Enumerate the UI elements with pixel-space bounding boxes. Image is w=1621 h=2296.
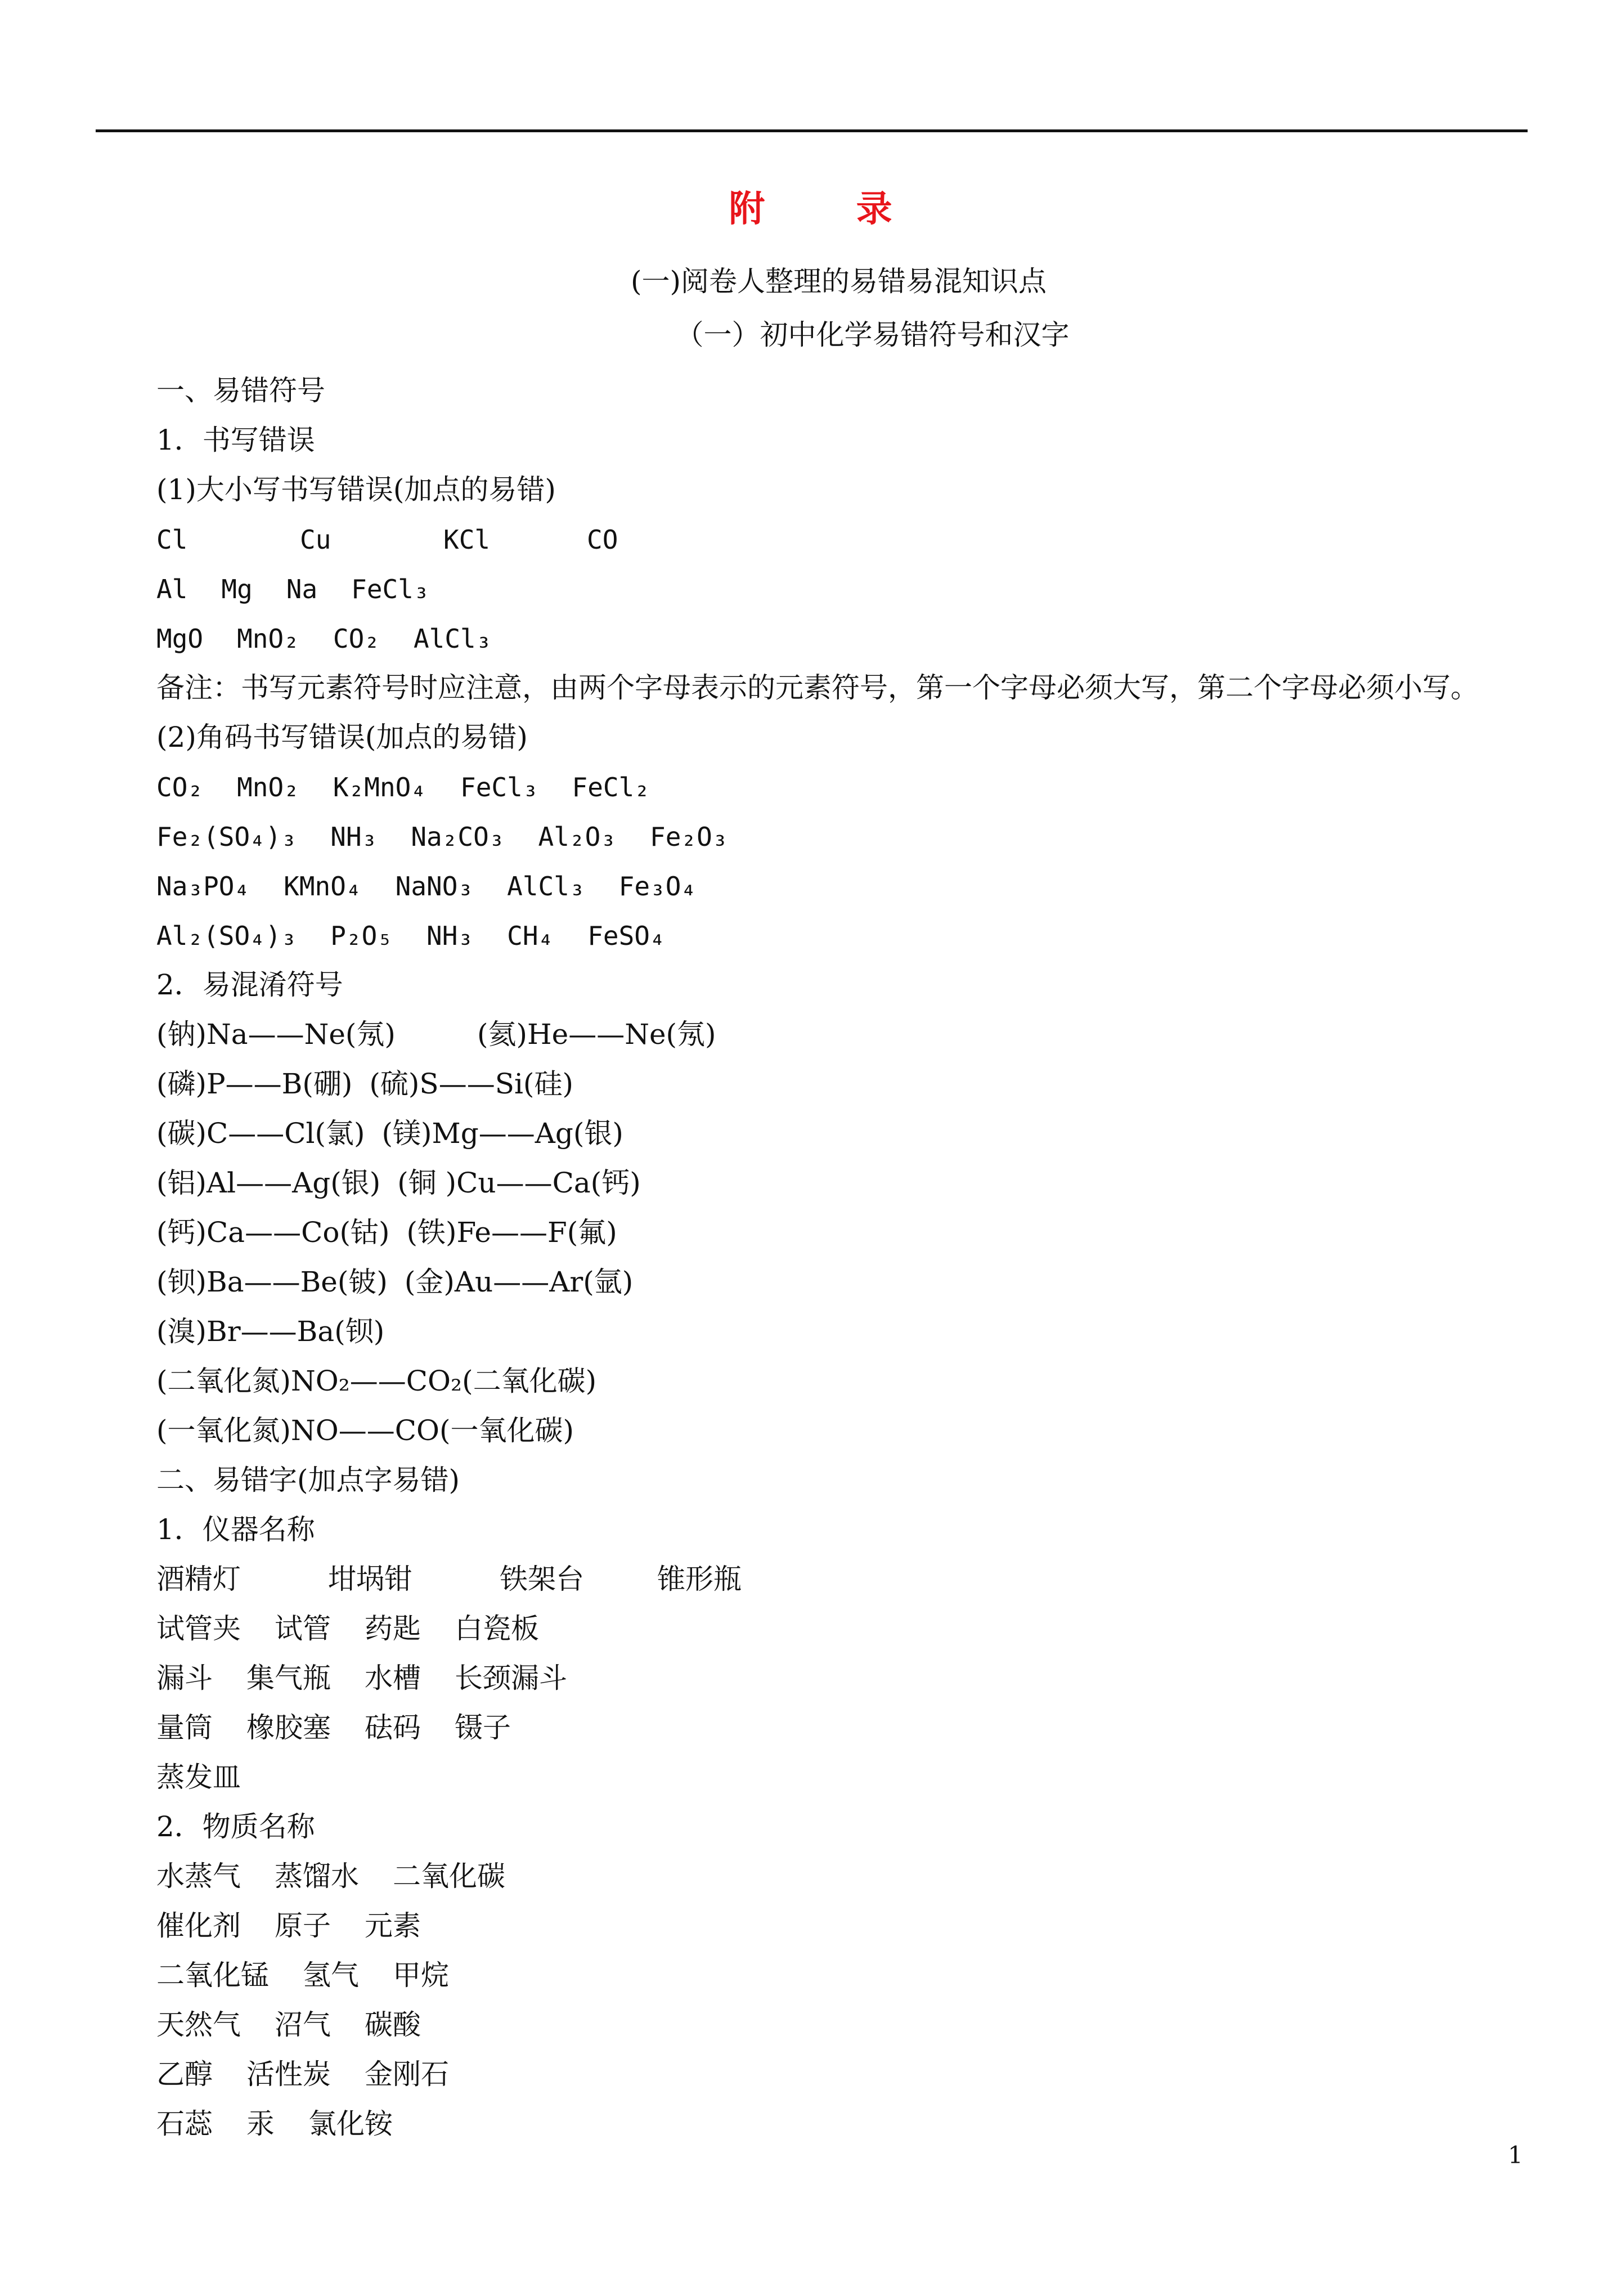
document-body: [156, 366, 1541, 2149]
list-item: FeCl₃: [351, 574, 429, 604]
list-item: K₂MnO₄: [333, 772, 427, 802]
list-item: 金刚石: [365, 2058, 449, 2091]
list-item: 乙醇: [156, 2058, 213, 2091]
list-item: (镁)Mg——Ag(银): [381, 1117, 623, 1150]
list-item: FeSO₄: [587, 921, 666, 951]
list-item: P₂O₅: [330, 921, 393, 951]
list-item: NaNO₃: [395, 871, 474, 902]
list-item: 药匙: [365, 1612, 421, 1645]
item-row: [156, 1703, 1541, 1752]
list-item: Mg: [221, 574, 253, 604]
list-item: Al₂O₃: [538, 822, 616, 852]
list-item: 沼气: [275, 2008, 331, 2041]
list-item: CO₂: [156, 772, 204, 802]
item-row: [156, 911, 1541, 960]
list-item: 白瓷板: [455, 1612, 539, 1645]
item-row: [156, 2050, 1541, 2099]
list-item: 试管夹: [156, 1612, 241, 1645]
item-row: [156, 1851, 1541, 1901]
list-item: MnO₂: [237, 624, 299, 654]
list-item: 天然气: [156, 2008, 241, 2041]
text-line: 2．易混淆符号: [156, 968, 343, 1001]
list-item: 原子: [275, 1909, 331, 1942]
list-item: 蒸发皿: [156, 1761, 241, 1793]
text-line: (二氧化氮)NO₂——CO₂(二氧化碳): [156, 1365, 597, 1397]
list-item: 氯化铵: [308, 2107, 393, 2140]
list-item: AlCl₃: [413, 624, 492, 654]
item-row: [156, 1109, 1541, 1158]
list-item: 蒸馏水: [275, 1860, 359, 1893]
text-line: 备注：书写元素符号时应注意，由两个字母表示的元素符号，第一个字母必须大写，第二个字母必须小写。: [156, 671, 1479, 704]
list-item: (铁)Fe——F(氟): [406, 1216, 617, 1249]
item-row: [156, 2099, 1541, 2149]
item-row: [156, 1257, 1541, 1307]
list-item: 汞: [246, 2107, 275, 2140]
list-item: Al: [156, 574, 188, 604]
list-item: (铝)Al——Ag(银): [156, 1167, 381, 1199]
list-item: 铁架台: [500, 1563, 584, 1595]
list-item: Fe₃O₄: [618, 871, 697, 902]
list-item: (钡)Ba——Be(铍): [156, 1266, 388, 1298]
item-row: [156, 1752, 1541, 1802]
list-item: CO₂: [333, 624, 380, 654]
item-row: [156, 1158, 1541, 1208]
list-item: 催化剂: [156, 1909, 241, 1942]
section-heading: （一）初中化学易错符号和汉字: [675, 319, 1070, 351]
list-item: (金)Au——Ar(氩): [404, 1266, 634, 1298]
item-row: [156, 1059, 1541, 1109]
text-line: (2)角码书写错误(加点的易错): [156, 721, 528, 754]
list-item: MnO₂: [237, 772, 299, 802]
list-item: (氦)He——Ne(氖): [477, 1018, 716, 1051]
item-row: [156, 811, 1541, 861]
list-item: 活性炭: [246, 2058, 331, 2091]
item-row: [156, 1604, 1541, 1653]
list-item: 量筒: [156, 1711, 213, 1744]
text-line: (一氧化氮)NO——CO(一氧化碳): [156, 1414, 574, 1447]
list-item: FeCl₃: [460, 772, 538, 802]
list-item: 元素: [365, 1909, 421, 1942]
list-item: 锥形瓶: [657, 1563, 742, 1595]
list-item: 长颈漏斗: [455, 1662, 567, 1694]
list-item: 水槽: [365, 1662, 421, 1694]
item-row: [156, 861, 1541, 911]
list-item: (磷)P——B(硼): [156, 1068, 353, 1100]
list-item: Cu: [300, 524, 331, 555]
list-item: CH₄: [507, 921, 554, 951]
list-item: Na₃PO₄: [156, 871, 250, 902]
list-item: 碳酸: [365, 2008, 421, 2041]
list-item: Al₂(SO₄)₃: [156, 921, 297, 951]
list-item: NH₃: [330, 822, 378, 852]
list-item: NH₃: [426, 921, 474, 951]
list-item: 二氧化碳: [393, 1860, 505, 1893]
list-item: 橡胶塞: [246, 1711, 331, 1744]
item-row: [156, 1950, 1541, 2000]
list-item: 砝码: [365, 1711, 421, 1744]
header-rule: [96, 129, 1528, 132]
list-item: KCl: [443, 524, 491, 555]
page-number: 1: [1508, 2141, 1523, 2169]
item-row: [156, 613, 1541, 663]
list-item: 二氧化锰: [156, 1959, 269, 1992]
item-row: [156, 1208, 1541, 1257]
list-item: (硫)S——Si(硅): [369, 1068, 573, 1100]
section-subtitle: (一)阅卷人整理的易错易混知识点: [630, 265, 1047, 298]
text-line: (溴)Br——Ba(钡): [156, 1315, 385, 1348]
text-line: (1)大小写书写错误(加点的易错): [156, 473, 556, 506]
list-item: 甲烷: [393, 1959, 449, 1992]
list-item: 集气瓶: [246, 1662, 331, 1694]
list-item: (钙)Ca——Co(钴): [156, 1216, 390, 1249]
item-row: [156, 1554, 1541, 1604]
list-item: 镊子: [455, 1711, 511, 1744]
list-item: AlCl₃: [507, 871, 585, 902]
text-line: 2．物质名称: [156, 1810, 315, 1843]
list-item: FeCl₂: [572, 772, 650, 802]
text-line: 1．仪器名称: [156, 1513, 315, 1546]
list-item: CO: [587, 524, 618, 555]
page-title: 附 录: [729, 188, 932, 230]
item-row: [156, 514, 1541, 564]
list-item: (铜 )Cu——Ca(钙): [397, 1167, 641, 1199]
item-row: [156, 2000, 1541, 2050]
list-item: 石蕊: [156, 2107, 213, 2140]
list-item: 坩埚钳: [328, 1563, 412, 1595]
list-item: (碳)C——Cl(氯): [156, 1117, 365, 1150]
list-item: 漏斗: [156, 1662, 213, 1694]
text-line: 一、易错符号: [156, 374, 325, 407]
list-item: Na₂CO₃: [411, 822, 505, 852]
list-item: 酒精灯: [156, 1563, 241, 1595]
list-item: Na: [286, 574, 318, 604]
item-row: [156, 1901, 1541, 1950]
list-item: (钠)Na——Ne(氖): [156, 1018, 396, 1051]
list-item: Cl: [156, 524, 188, 555]
list-item: 试管: [275, 1612, 331, 1645]
list-item: 水蒸气: [156, 1860, 241, 1893]
text-line: 1．书写错误: [156, 424, 315, 456]
item-row: [156, 762, 1541, 811]
list-item: MgO: [156, 624, 204, 654]
text-line: 二、易错字(加点字易错): [156, 1464, 460, 1496]
item-row: [156, 564, 1541, 613]
list-item: Fe₂(SO₄)₃: [156, 822, 297, 852]
list-item: Fe₂O₃: [650, 822, 728, 852]
list-item: KMnO₄: [284, 871, 362, 902]
item-row: [156, 1653, 1541, 1703]
item-row: [156, 1010, 1541, 1059]
list-item: 氢气: [303, 1959, 359, 1992]
